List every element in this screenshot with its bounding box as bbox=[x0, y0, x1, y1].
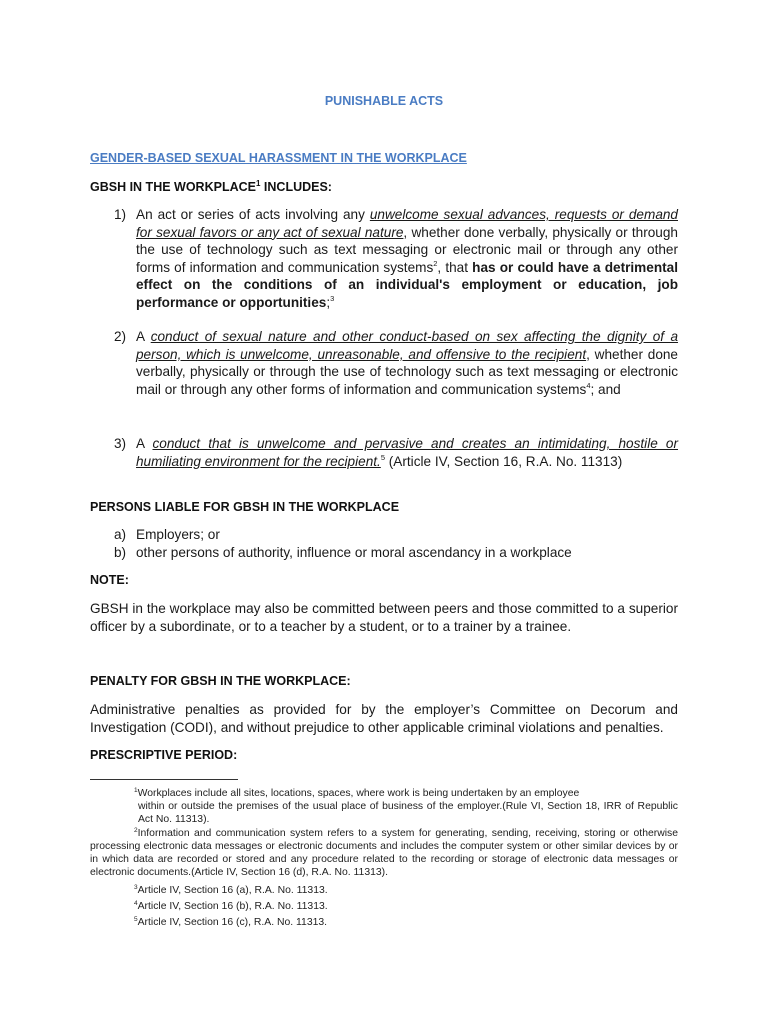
includes-heading: GBSH IN THE WORKPLACE$^1$ INCLUDES: bbox=[90, 179, 332, 194]
section-heading: GENDER-BASED SEXUAL HARASSMENT IN THE WORKPLACE bbox=[90, 151, 467, 165]
footnote-ref: 4 bbox=[586, 380, 591, 390]
footnote-ref: 3 bbox=[330, 293, 335, 303]
footnote-2: $^2$Information and communication system refers to a system for generating, sending, receiving, storing or otherwise processing electronic data messages or electronic documents and includes the computer system or other similar devices by or in which data are recorded or stored and any procedure related to the recording or storage of electronic data messages or electronic documents.(Article IV, Section 16 (d), R.A. No. 11313). bbox=[90, 827, 678, 878]
item-number: 2) bbox=[114, 329, 127, 344]
note-heading: NOTE: bbox=[90, 573, 129, 587]
item-text: A conduct of sexual nature and other conduct-based on sex affecting the dignity of a person, which is unwelcome, unreasonable, and offensive to the recipient, whether done verbally, physically or through the use of technology such as text messaging or electronic mail or through any other forms of information and communication systems$^4$; and bbox=[136, 329, 679, 397]
note-text: GBSH in the workplace may also be committed between peers and those committed to a superior officer by a subordinate, or to a teacher by a student, or to a trainer by a trainee. bbox=[90, 601, 678, 634]
footnote-1: $^1$Workplaces include all sites, locations, spaces, where work is being undertaken by an employee within or outside the premises of the usual place of business of the employer.(Rule VI, Section 18, IRR of Republic Act No. 11313). bbox=[134, 787, 678, 825]
underlined-definition: conduct of sexual nature and other conduct-based on sex affecting the dignity of a person, which is unwelcome, unreasonable, and offensive to the recipient bbox=[136, 329, 679, 362]
footnote-divider bbox=[90, 779, 238, 780]
item-text: Employers; or bbox=[136, 527, 220, 542]
item-number: 1) bbox=[114, 207, 127, 222]
list-item bbox=[114, 435, 678, 470]
penalty-heading: PENALTY FOR GBSH IN THE WORKPLACE: bbox=[90, 674, 351, 688]
list-item bbox=[114, 206, 678, 312]
footnote-ref: 1 bbox=[255, 179, 261, 188]
page-title: PUNISHABLE ACTS bbox=[324, 94, 444, 108]
prescriptive-period-heading: PRESCRIPTIVE PERIOD: bbox=[90, 748, 238, 762]
underlined-definition: conduct that is unwelcome and pervasive and creates an intimidating, hostile or humiliating environment for the recipient. bbox=[136, 436, 679, 469]
item-text: A conduct that is unwelcome and pervasive and creates an intimidating, hostile or humiliating environment for the recipient.$^5$ (Article IV, Section 16, R.A. No. 11313) bbox=[136, 436, 679, 469]
footnote-ref: 2 bbox=[433, 258, 438, 268]
bold-emphasis: has or could have a detrimental effect on the conditions of an individual's employment or education, job performance or opportunities bbox=[136, 259, 678, 310]
item-text: An act or series of acts involving any unwelcome sexual advances, requests or demand for sexual favors or any act of sexual nature, whether done verbally, physically or through the use of technology such as text messaging or electronic mail or through any other forms of information and communication systems$^2$, that has or could have a detrimental effect on the conditions of an individual's employment or education, job performance or opportunities;$^3$ bbox=[136, 207, 678, 310]
footnote-4: $^4$Article IV, Section 16 (b), R.A. No. 11313. bbox=[134, 900, 328, 912]
item-letter: b) bbox=[114, 545, 127, 560]
footnote-5: $^5$Article IV, Section 16 (c), R.A. No. 11313. bbox=[134, 916, 328, 928]
footnote-3: $^3$Article IV, Section 16 (a), R.A. No. 11313. bbox=[134, 884, 328, 896]
item-text: other persons of authority, influence or moral ascendancy in a workplace bbox=[136, 545, 572, 560]
penalty-text: Administrative penalties as provided for by the employer’s Committee on Decorum and Investigation (CODI), and without prejudice to other applicable criminal violations and penalties. bbox=[90, 702, 678, 735]
underlined-definition: unwelcome sexual advances, requests or demand for sexual favors or any act of sexual nature bbox=[136, 207, 678, 240]
item-number: 3) bbox=[114, 436, 127, 451]
footnote-ref: 5 bbox=[380, 452, 385, 462]
item-letter: a) bbox=[114, 527, 127, 542]
list-item bbox=[114, 544, 678, 562]
list-item bbox=[114, 526, 678, 544]
list-item bbox=[114, 328, 678, 398]
persons-liable-heading: PERSONS LIABLE FOR GBSH IN THE WORKPLACE bbox=[90, 500, 400, 514]
